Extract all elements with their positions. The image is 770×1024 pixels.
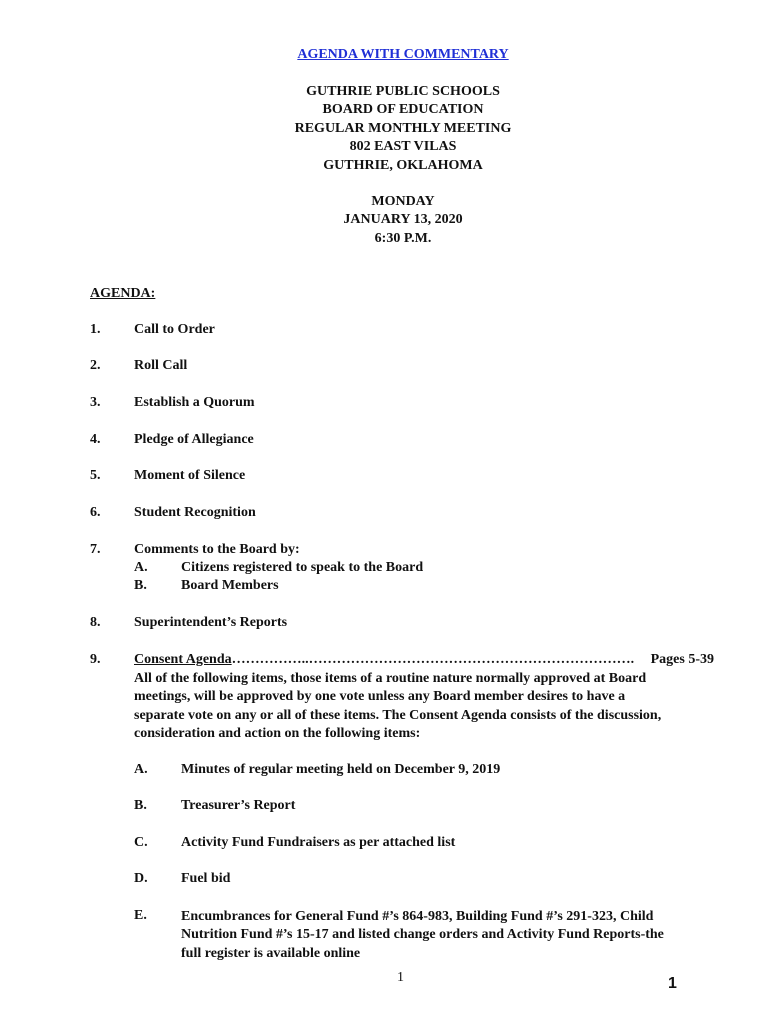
item-number: 7. (90, 542, 101, 557)
sub-text: Minutes of regular meeting held on December 9, 2019 (181, 762, 501, 777)
item-text: Superintendent’s Reports (134, 615, 288, 630)
dot-leader: ……………..……………………………………………………………. (231, 652, 635, 667)
consent-agenda-description (134, 670, 714, 744)
item-number: 9. (90, 652, 101, 667)
meeting-date: JANUARY 13, 2020 (343, 212, 463, 228)
description-line: consideration and action on the following items: (134, 726, 421, 742)
meeting-time: 6:30 P.M. (374, 230, 432, 246)
sub-text: Treasurer’s Report (181, 798, 296, 813)
item-text: Student Recognition (134, 505, 256, 520)
item-text: Pledge of Allegiance (134, 432, 254, 447)
sub-e-line: Encumbrances for General Fund #’s 864-983, Building Fund #’s 291-323, Child (181, 909, 654, 924)
item-number: 3. (90, 395, 101, 410)
item-number: 6. (90, 505, 101, 520)
consent-agenda-title: Consent Agenda (134, 652, 232, 667)
header-line: GUTHRIE PUBLIC SCHOOLS (306, 84, 500, 99)
item-text: Roll Call (134, 358, 188, 373)
sub-e-line: full register is available online (181, 945, 361, 961)
item-number: 2. (90, 358, 101, 373)
sub-text: Citizens registered to speak to the Board (181, 560, 424, 575)
meeting-day: MONDAY (371, 194, 435, 209)
sub-letter: C. (134, 835, 148, 850)
sub-e-line: Nutrition Fund #’s 15-17 and listed change orders and Activity Fund Reports-the (181, 927, 664, 943)
description-line: meetings, will be approved by one vote unless any Board member desires to have a (134, 689, 626, 705)
viewer-page-number: 1 (668, 975, 677, 992)
item-number: 4. (90, 432, 101, 447)
consent-sub-e-text (181, 908, 721, 963)
header-line: 802 EAST VILAS (349, 139, 457, 155)
consent-agenda-heading (134, 652, 714, 668)
organization-header (0, 83, 770, 175)
sub-letter: A. (134, 560, 148, 575)
sub-letter: A. (134, 762, 148, 777)
item-text: Comments to the Board by: (134, 542, 300, 557)
item-number: 1. (90, 322, 101, 337)
item-number: 5. (90, 468, 101, 483)
sub-letter: E. (134, 908, 147, 923)
header-line: REGULAR MONTHLY MEETING (294, 120, 512, 136)
item-text: Establish a Quorum (134, 395, 255, 410)
agenda-label: AGENDA: (90, 286, 156, 301)
item-number: 8. (90, 615, 101, 630)
sub-letter: B. (134, 798, 147, 813)
page-number: 1 (397, 970, 404, 985)
sub-text: Activity Fund Fundraisers as per attached list (181, 835, 456, 850)
sub-letter: D. (134, 871, 148, 886)
header-line: GUTHRIE, OKLAHOMA (323, 157, 483, 173)
description-line: All of the following items, those items of a routine nature normally approved at Board (134, 671, 647, 686)
sub-letter: B. (134, 578, 147, 593)
sub-text: Fuel bid (181, 871, 231, 886)
agenda-with-commentary-link[interactable]: AGENDA WITH COMMENTARY (297, 47, 509, 62)
item-text: Moment of Silence (134, 468, 246, 483)
sub-text: Board Members (181, 578, 279, 593)
item-text: Call to Order (134, 322, 215, 337)
consent-pages: Pages 5-39 (650, 652, 714, 667)
meeting-date-header (0, 193, 770, 248)
header-line: BOARD OF EDUCATION (322, 102, 484, 118)
description-line: separate vote on any or all of these items. The Consent Agenda consists of the discussion, (134, 707, 662, 723)
